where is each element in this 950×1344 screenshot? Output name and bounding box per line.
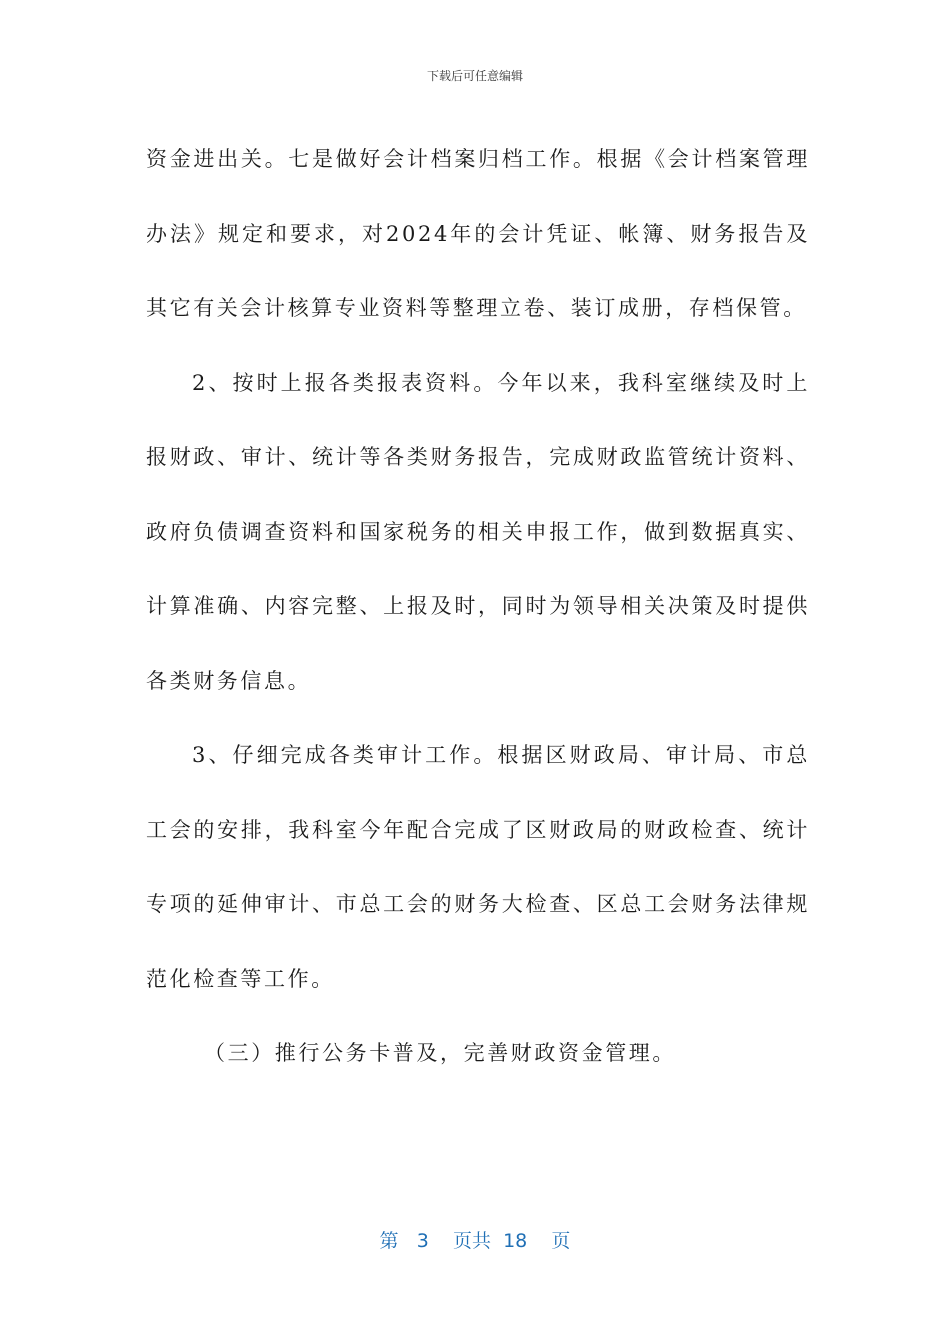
footer-suffix: 页 [551, 1230, 571, 1252]
document-body [146, 122, 810, 1091]
paragraph-section-three-heading: （三）推行公务卡普及，完善财政资金管理。 [204, 1041, 676, 1065]
paragraph-reports: 2、按时上报各类报表资料。今年以来，我科室继续及时上报财政、审计、统计等各类财务报告，完成财政监管统计资料、政府负债调查资料和国家税务的相关申报工作，做到数据真实、计算准确、内容完整、上报及时，同时为领导相关决策及时提供各类财务信息。 [146, 370, 810, 693]
paragraph-archive-continuation: 资金进出关。七是做好会计档案归档工作。根据《会计档案管理办法》规定和要求，对2024年的会计凭证、帐簿、财务报告及其它有关会计核算专业资料等整理立卷、装订成册，存档保管。 [146, 147, 810, 320]
footer-prefix: 第 [379, 1230, 399, 1252]
footer-middle: 页共 [452, 1230, 491, 1252]
paragraph-audit: 3、仔细完成各类审计工作。根据区财政局、审计局、市总工会的安排，我科室今年配合完成了区财政局的财政检查、统计专项的延伸审计、市总工会的财务大检查、区总工会财务法律规范化检查等工作。 [146, 743, 810, 991]
header-note: 下载后可任意编辑 [426, 69, 523, 83]
footer-current-page: 3 [416, 1230, 429, 1252]
page-footer [0, 1226, 950, 1253]
footer-total-pages: 18 [503, 1230, 528, 1252]
